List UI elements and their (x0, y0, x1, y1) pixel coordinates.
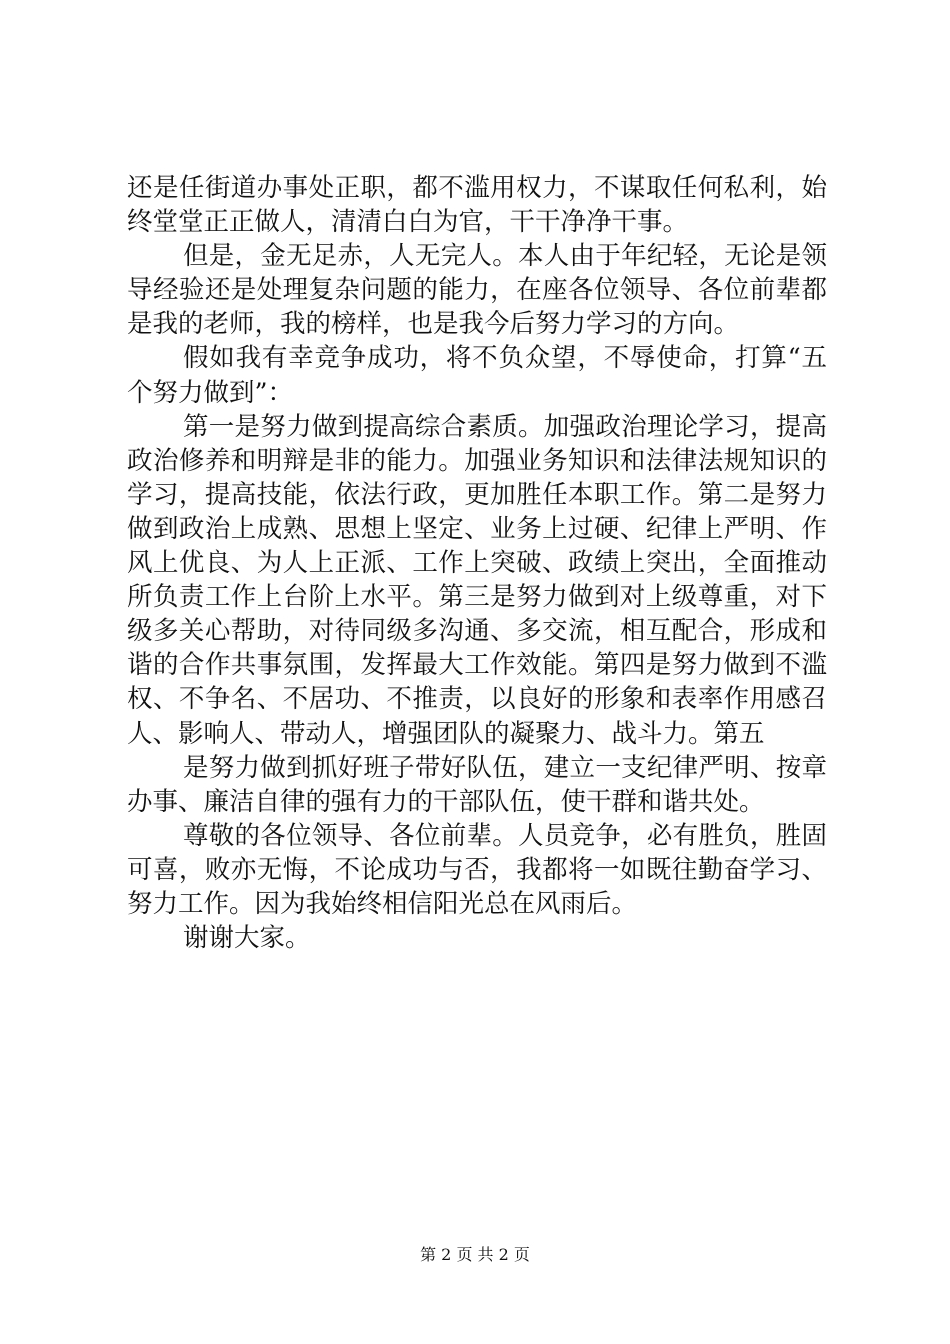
text-line: 是我的老师，我的榜样，也是我今后努力学习的方向。 (127, 309, 740, 340)
text-line: 学习，提高技能，依法行政，更加胜任本职工作。第二是努力 (127, 479, 827, 510)
page-number-footer: 第 2 页 共 2 页 (420, 1245, 530, 1264)
text-line: 可喜，败亦无悔，不论成功与否，我都将一如既往勤奋学习、 (127, 854, 827, 885)
text-line: 风上优良、为人上正派、工作上突破、政绩上突出，全面推动 (127, 548, 827, 579)
text-line: 人、影响人、带动人，增强团队的凝聚力、战斗力。第五 (127, 718, 765, 749)
text-line: 谐的合作共事氛围，发挥最大工作效能。第四是努力做到不滥 (127, 650, 827, 681)
document-body (127, 171, 827, 955)
text-line: 级多关心帮助，对待同级多沟通、多交流，相互配合，形成和 (127, 616, 827, 647)
paragraph-start-line: 是努力做到抓好班子带好队伍，建立一支纪律严明、按章 (183, 752, 827, 783)
paragraph-start-line: 假如我有幸竞争成功，将不负众望，不辱使命，打算“五 (183, 343, 827, 374)
paragraph-start-line: 第一是努力做到提高综合素质。加强政治理论学习，提高 (183, 411, 827, 442)
closing-line: 谢谢大家。 (183, 923, 311, 954)
paragraph-start-line: 尊敬的各位领导、各位前辈。人员竞争，必有胜负，胜固 (183, 820, 827, 851)
text-line: 导经验还是处理复杂问题的能力，在座各位领导、各位前辈都 (127, 275, 827, 306)
text-line: 个努力做到”： (127, 377, 294, 408)
text-line: 做到政治上成熟、思想上坚定、业务上过硬、纪律上严明、作 (127, 513, 827, 544)
text-line: 努力工作。因为我始终相信阳光总在风雨后。 (127, 888, 638, 919)
text-line: 还是任街道办事处正职，都不滥用权力，不谋取任何私利，始 (127, 173, 827, 203)
text-line: 所负责工作上台阶上水平。第三是努力做到对上级尊重，对下 (127, 582, 827, 613)
text-line: 政治修养和明辩是非的能力。加强业务知识和法律法规知识的 (127, 445, 827, 476)
text-line: 终堂堂正正做人，清清白白为官，干干净净干事。 (127, 207, 689, 238)
text-line: 办事、廉洁自律的强有力的干部队伍，使干群和谐共处。 (127, 786, 765, 817)
paragraph-start-line: 但是，金无足赤，人无完人。本人由于年纪轻，无论是领 (183, 241, 827, 272)
text-line: 权、不争名、不居功、不推责，以良好的形象和表率作用感召 (127, 684, 827, 715)
